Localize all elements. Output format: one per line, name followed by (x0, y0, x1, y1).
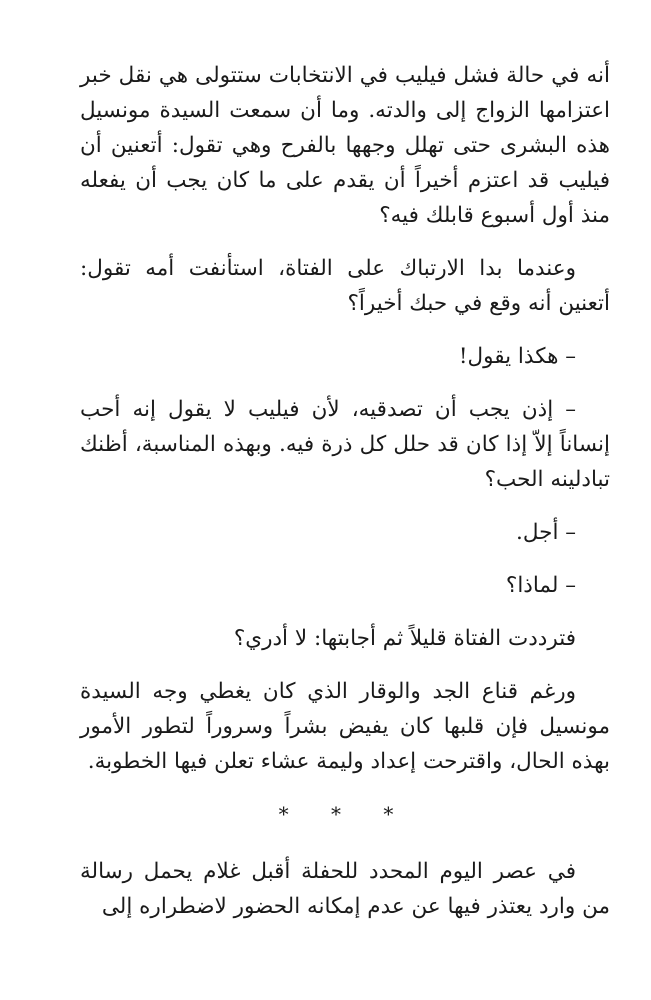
dialogue-line-3: – أجل. (516, 520, 576, 545)
dialogue-line-2: – إذن يجب أن تصدقيه، لأن فيليب لا يقول إنه أحب إنساناً إلاّ إذا كان قد حلل كل ذرة فيه. وبهذه المناسبة، أظنك تبادلينه الحب؟ (80, 397, 610, 492)
book-page (80, 58, 610, 942)
paragraph-5: في عصر اليوم المحدد للحفلة أقبل غلام يحمل رسالة من وارد يعتذر فيها عن عدم إمكانه الحضور لاضطراره إلى (80, 859, 610, 919)
dialogue-line-4: – لماذا؟ (505, 573, 576, 598)
paragraph-1: أنه في حالة فشل فيليب في الانتخابات ستتولى هي نقل خبر اعتزامها الزواج إلى والدته. وما أن سمعت السيدة مونسيل هذه البشرى حتى تهلل وجهها بالفرح وهي تقول: أتعنين أن فيليب قد اعتزم أخيراً أن يقدم على ما كان يجب أن يفعله منذ أول أسبوع قابلك فيه؟ (80, 63, 610, 228)
dialogue-line-1: – هكذا يقول! (458, 344, 576, 369)
paragraph-4: ورغم قناع الجد والوقار الذي كان يغطي وجه السيدة مونسيل فإن قلبها كان يفيض بشراً وسروراً لتطور الأمور بهذه الحال، واقترحت إعداد وليمة عشاء تعلن فيها الخطوبة. (80, 679, 610, 774)
section-separator: * * * (278, 802, 412, 826)
paragraph-2: وعندما بدا الارتباك على الفتاة، استأنفت أمه تقول: أتعنين أنه وقع في حبك أخيراً؟ (80, 256, 610, 316)
paragraph-3: فترددت الفتاة قليلاً ثم أجابتها: لا أدري؟ (233, 626, 576, 651)
